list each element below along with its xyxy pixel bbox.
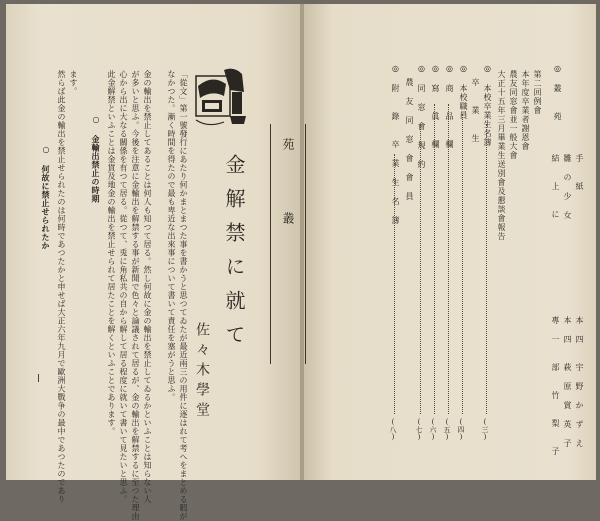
body-column: ます。 [69, 70, 78, 96]
toc-entry: ◎ 本校卒業生名簿 [483, 64, 492, 147]
page-number: (六) [429, 418, 437, 441]
leader-dots [486, 124, 487, 414]
leader-dots [420, 124, 421, 414]
body-column: 此金解禁といふことは金貨及地金の輸出を禁止せられて居たことを解くといふことであります。 [107, 70, 116, 436]
leader-dots [394, 154, 395, 414]
toc-entry: 農友同窓會並一般大會 [509, 70, 518, 160]
page-number: (八) [389, 418, 397, 441]
contrib-author: 本 四 萩 原 賞 英 子 [563, 316, 572, 448]
left-page [6, 4, 302, 521]
subhead: ○ 何故に禁止せられたか [41, 144, 51, 250]
body-column: 「從文」第一號發行にあたり何かまとまつた事を書かうと思つてゐたが最近兩三の用件に逐はれて考へをまとめる暇が [179, 70, 188, 521]
page-mark [38, 374, 39, 382]
toc-entry: ◎ 本校職員 [459, 64, 468, 120]
toc-entry: 本年度卒業者謝恩會 [521, 70, 530, 151]
body-column: なかつた。漸く時間を得たので最も卑近な出來事について書いて責任を塞がうと思ふ。 [167, 70, 176, 402]
toc-entry: ◎ 寫 眞 欄 [431, 64, 440, 149]
box-rule [270, 124, 271, 364]
leader-dots [462, 114, 463, 414]
page-number: (五) [443, 418, 451, 441]
contrib-title: 結 上 に [551, 154, 560, 219]
body-column: 心から出に大なる關係を有つて居る。從つて、兎に角私共の自から解して居る程度に就いて書いて見たいと思ふ。 [119, 70, 128, 504]
toc-entry: 第二回例會 [533, 70, 542, 115]
right-page [194, 4, 596, 480]
leader-dots [448, 104, 449, 414]
toc-entry: ◎ 同 窓 會 規 約 [417, 64, 426, 169]
toc-entry: ◎ 叢 苑 [553, 64, 562, 121]
page-number: (七) [415, 418, 423, 441]
page-number: (四) [457, 418, 465, 441]
box-rule [305, 124, 306, 364]
toc-entry: ◎ 附 錄 卒 業 生 名 簿 [391, 64, 400, 225]
toc-entry: 農 友 同 窓 會 會 員 [405, 78, 414, 201]
article-title: 金解禁に就て [222, 154, 246, 358]
body-column: が多いと思ふ。今後を注意に金輸出を解禁する事が新聞で色々と論議されて居るが、金の輸出を解禁するに至つた理由 [131, 70, 140, 521]
body-column: 然らば此金の輸出を禁止せられたのは何時であつたかと申せば大正六年九月で歐洲大戰争の最中であつたのであり [57, 70, 66, 504]
section-box [270, 124, 306, 364]
contrib-title: 雛 の 少 女 [563, 154, 572, 220]
body-column: 金の輸出を禁止してあることは何人も知つて居る。然し何故に金の輸出を禁止してゐるかといふことは知らない人 [143, 70, 152, 504]
page-number: (三) [481, 418, 489, 441]
article-author: 佐々木學堂 [194, 322, 210, 422]
toc-entry: 卒 業 生 [471, 78, 480, 143]
toc-entry: ◎ 商 品 欄 [445, 64, 454, 149]
book-spread [6, 4, 596, 521]
contrib-author: 專 一 部 竹 梨 子 [551, 316, 560, 456]
leader-dots [434, 104, 435, 414]
subhead: ○ 金輸出禁止の時期 [91, 114, 101, 203]
contrib-author: 本 四 宇 野 か ず え [575, 316, 584, 448]
toc-entry: 大正十五年三月畢業生送別會及懇談會報告 [497, 70, 506, 241]
decorative-illustration-icon [194, 66, 248, 132]
contrib-title: 手 紙 [575, 154, 584, 191]
section-title: 苑 叢 [281, 138, 295, 248]
